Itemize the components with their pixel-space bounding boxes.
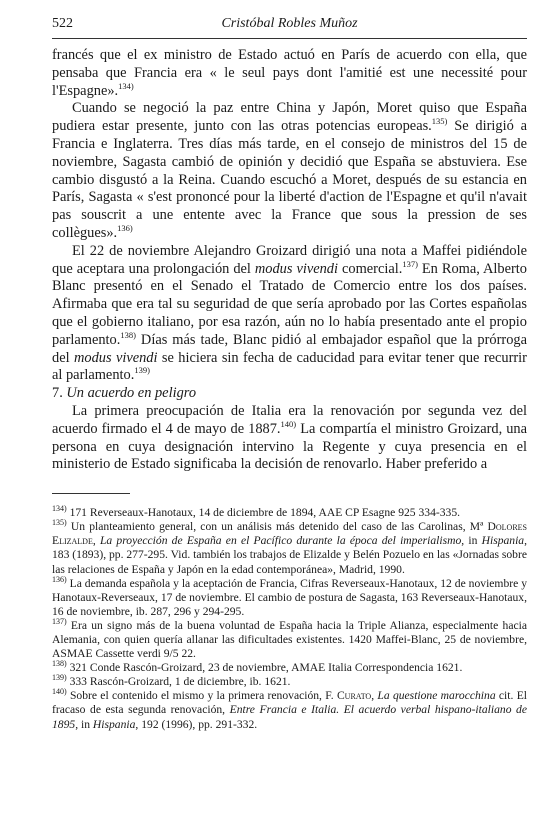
footnote-rule <box>52 493 130 494</box>
footnote: $^{137)}$ Era un signo más de la buena voluntad de España hacia la Triple Alianza, especialmente hacia Alemania, con quien quería allanar las dificultades existentes. 1420 Maffei-Blanc, 25 de noviembre, ASMAE Cassette verdi 9/5 22. <box>52 617 527 661</box>
footnote-ref: 135) <box>431 116 448 127</box>
footnote: $^{134)}$ 171 Reverseaux-Hanotaux, 14 de diciembre de 1894, AAE CP Esagne 925 334-335. <box>52 504 461 520</box>
header-rule <box>52 38 527 39</box>
book-page <box>52 14 528 731</box>
footnote-ref: 139) <box>134 365 150 376</box>
running-head: Cristóbal Robles Muñoz <box>221 16 358 31</box>
footnote: $^{140)}$ Sobre el contenido el mismo y la primera renovación, F. Curato, La questione marocchina cit. El fracaso de esta segunda renovación, Entre Francia e Italia. El acuerdo verbal hispano-italiano de 1895, in Hispania, 192 (1996), pp. 291-332. <box>52 687 527 731</box>
paragraph: El 22 de noviembre Alejandro Groizard dirigió una nota a Maffei pidiéndole que aceptara una prolongación del modus vivendi comercial.$^{137)}$ En Roma, Alberto Blanc presentó en el Senado el Tratado de Comercio entre los dos países. Afirmaba que era tal su seguridad de que sería aprobado por las Cortes españolas que el gobierno italiano, por esa razón, aún no lo había presentado ante el propio parlamento.$^{138)}$ Días más tade, Blanc pidió al embajador español que la prórroga del modus vivendi se hiciera sin fecha de caducidad para evitar tener que recurrir al parlamento.$^{139)}$ <box>52 242 527 384</box>
page-number: 522 <box>52 16 73 31</box>
footnote: $^{135)}$ Un planteamiento general, con un análisis más detenido del caso de las Carolinas, Mª Dolores Elizalde, La proyección de España en el Pacífico durante la época del imperialismo, in Hispania, 183 (1893), pp. 277-295. Vid. también los trabajos de Elizalde y Belén Pozuelo en las «Jornadas sobre las relaciones de España y Japón en la edad contemporánea», Madrid, 1990. <box>52 518 528 576</box>
footnote: $^{138)}$ 321 Conde Rascón-Groizard, 23 de noviembre, AMAE Italia Correspondencia 1621. <box>52 659 463 675</box>
main-text <box>52 47 527 732</box>
page-header <box>52 14 527 38</box>
footnote-ref: 140) <box>280 418 297 429</box>
section-title: Un acuerdo en peligro <box>66 385 197 402</box>
footnote: $^{139)}$ 333 Rascón-Groizard, 1 de diciembre, ib. 1621. <box>52 673 291 689</box>
paragraph: La primera preocupación de Italia era la renovación por segunda vez del acuerdo firmado el 4 de mayo de 1887.$^{140)}$ La compartía el ministro Groizard, una persona en cuya designación intervino la Regente y cuya presencia en el ministerio de Estado significaba la decisión de renovarlo. Haber preferido a <box>52 402 528 473</box>
footnote: $^{136)}$ La demanda española y la aceptación de Francia, Cifras Reverseaux-Hanotaux, 12 de noviembre y Hanotaux-Reverseaux, 17 de noviembre. El cambio de postura de Sagasta, 163 Reverseaux-Hanotaux, 16 de noviembre, ib. 287, 296 y 294-295. <box>52 574 527 618</box>
footnote-ref: 137) <box>402 258 418 269</box>
paragraph: Cuando se negoció la paz entre China y Japón, Moret quiso que España pudiera estar presente, junto con las otras potencias europeas.$^{135)}$ Se dirigió a Francia e Inglaterra. Tres días más tarde, en el consejo de ministros del 15 de noviembre, Sagasta cambió de opinión y decidió que España se abstuviera. Ese cambio disgustó a la Reina. Cuando escuchó a Moret, después de su estancia en París, Sagasta « s'est prononcé pour la liberté d'action de l'Espagne et qu'il n'avait pas souscrit a une entente avec la France que sous la pression de ses collègues».$^{136)}$ <box>52 100 527 241</box>
paragraph: francés que el ex ministro de Estado actuó en París de acuerdo con ella, que pensaba que Francia era « le seul pays dont l'amitié est une necessité pour l'Espagne».$^{134)}$ <box>52 47 527 99</box>
section-number: 7. <box>52 385 63 402</box>
section-heading <box>52 385 527 403</box>
footnote-ref: 136) <box>117 223 133 234</box>
footnote-ref: 138) <box>120 329 136 340</box>
footnote-ref: 134) <box>118 80 134 91</box>
